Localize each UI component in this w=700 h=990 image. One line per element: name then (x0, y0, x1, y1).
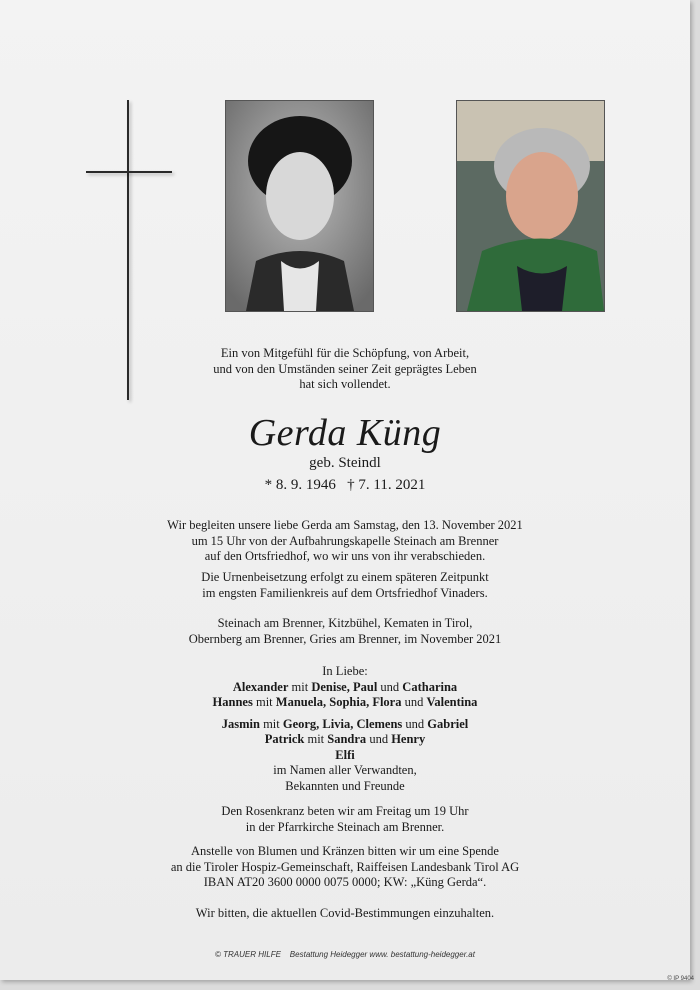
intro-line: und von den Umständen seiner Zeit geprägtes Leben (213, 361, 477, 376)
family-line: Hannes mit Manuela, Sophia, Flora und Valentina (212, 695, 478, 709)
donation-text (0, 844, 690, 891)
intro-line: Ein von Mitgefühl für die Schöpfung, von Arbeit, (220, 346, 470, 360)
funeral-line: Wir begleiten unsere liebe Gerda am Samstag, den 13. November 2021 (167, 518, 523, 532)
funeral-line: auf den Ortsfriedhof, wo wir uns von ihr verabschieden. (204, 549, 486, 563)
covid-notice: Wir bitten, die aktuellen Covid-Bestimmungen einzuhalten. (195, 906, 495, 920)
rosary-line: Den Rosenkranz beten wir am Freitag um 19 Uhr (221, 804, 469, 818)
relatives-line: Bekannten und Freunde (285, 778, 405, 793)
urn-line: Die Urnenbeisetzung erfolgt zu einem späteren Zeitpunkt (201, 570, 489, 584)
funeral-line: um 15 Uhr von der Aufbahrungskapelle Steinach am Brenner (191, 533, 499, 548)
in-love-label: In Liebe: (322, 664, 368, 678)
urn-line: im engsten Familienkreis auf dem Ortsfriedhof Vinaders. (202, 585, 488, 600)
places-line: Obernberg am Brenner, Gries am Brenner, im November 2021 (188, 631, 502, 646)
family-line: Alexander mit Denise, Paul und Catharina (232, 679, 458, 694)
donation-line: an die Tiroler Hospiz-Gemeinschaft, Raiffeisen Landesbank Tirol AG (170, 859, 520, 874)
rosary-line: in der Pfarrkirche Steinach am Brenner. (245, 819, 445, 834)
life-dates: * 8. 9. 1946 † 7. 11. 2021 (264, 477, 426, 493)
relatives-line: im Namen aller Verwandten, (273, 763, 417, 777)
family-line: Elfi (335, 747, 355, 762)
places-text (0, 616, 690, 647)
donation-line: IBAN AT20 3600 0000 0075 0000; KW: „Küng Gerda“. (203, 875, 487, 889)
print-code: © IP 9404 (667, 976, 694, 982)
deceased-name: Gerda Küng (248, 412, 442, 454)
intro-text (0, 346, 690, 393)
mourners (0, 664, 690, 794)
portrait-photo-recent (456, 100, 605, 312)
cross-icon-bar (86, 171, 172, 173)
places-line: Steinach am Brenner, Kitzbühel, Kematen in Tirol, (217, 616, 473, 630)
rosary-text (0, 804, 690, 835)
family-line: Jasmin mit Georg, Livia, Clemens und Gabriel (221, 716, 469, 731)
portrait-photo-young (225, 100, 374, 312)
family-line: Patrick mit Sandra und Henry (264, 732, 426, 746)
footer-credit: © TRAUER HILFE Bestattung Heidegger www. bestattung-heidegger.at (215, 950, 475, 959)
funeral-text (0, 518, 690, 565)
birth-name: geb. Steindl (309, 455, 381, 471)
intro-line: hat sich vollendet. (299, 377, 391, 391)
donation-line: Anstelle von Blumen und Kränzen bitten wir um eine Spende (191, 844, 499, 858)
urn-text (0, 570, 690, 601)
